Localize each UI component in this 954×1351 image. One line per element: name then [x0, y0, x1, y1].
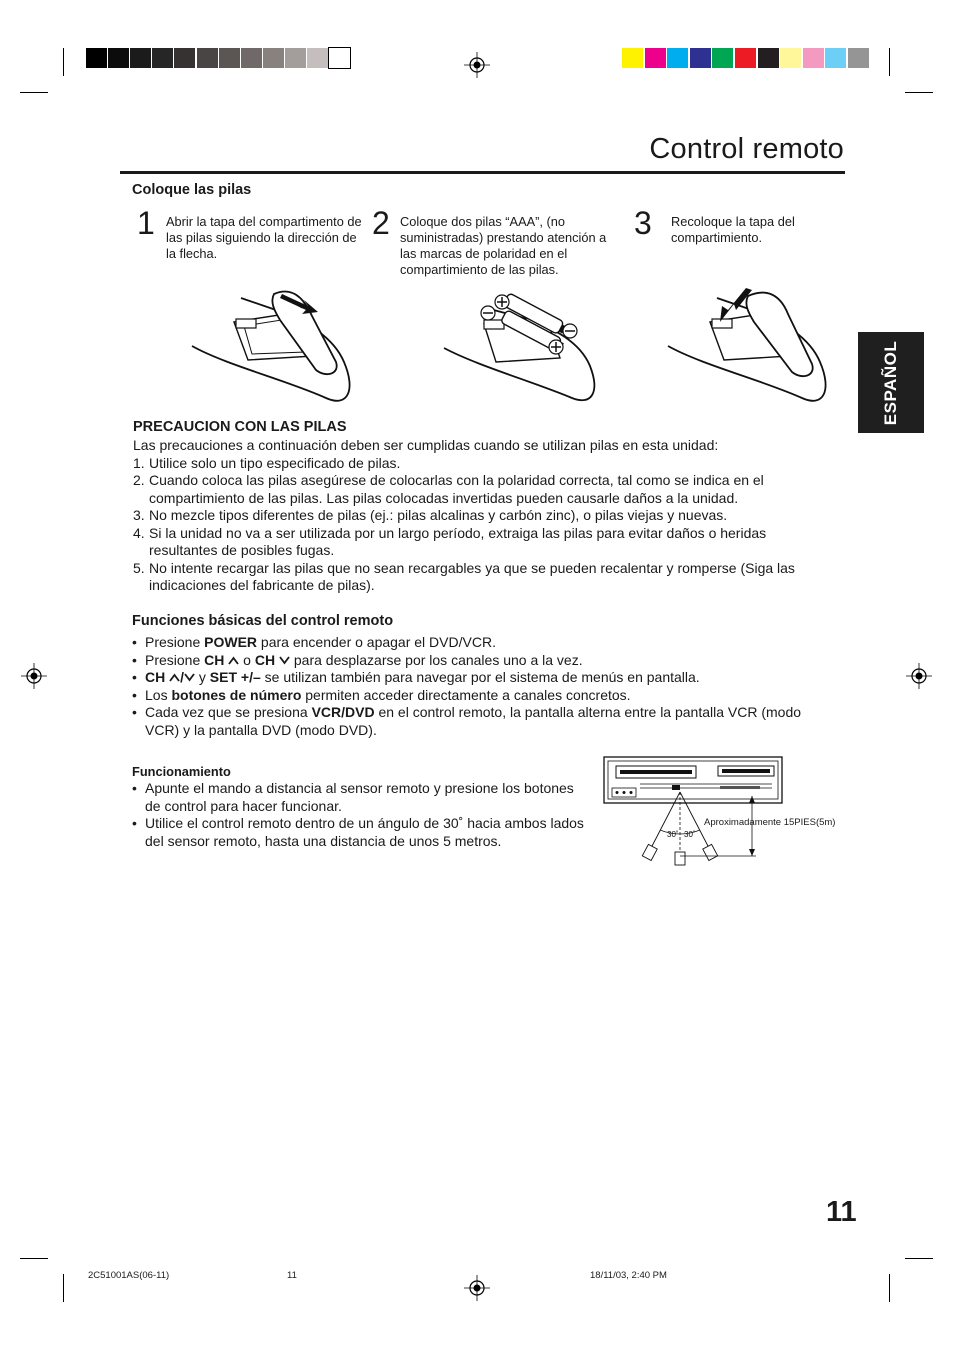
registration-target-icon	[464, 1275, 490, 1301]
step-1-number: 1	[137, 205, 155, 241]
list-item: • Presione POWER para encender o apagar el DVD/VCR.	[132, 634, 832, 652]
list-item: 5. No intente recargar las pilas que no sean recargables ya que se pueden recalentar y romperse (Siga las indicaciones del fabricante de pilas).	[133, 559, 795, 593]
precautions-list	[133, 455, 823, 595]
page-number: 11	[826, 1196, 857, 1228]
title-rule	[120, 171, 845, 174]
remote-insert-batteries-illustration	[438, 290, 603, 408]
calibration-swatch	[329, 48, 350, 68]
calibration-swatch	[307, 48, 328, 68]
remote-range-diagram	[600, 752, 850, 867]
chevron-down-icon	[184, 673, 195, 682]
calibration-swatch	[263, 48, 284, 68]
page-title: Control remoto	[649, 133, 844, 165]
step-3-text: Recoloque la tapa del compartimiento.	[671, 214, 795, 245]
list-item: 4. Si la unidad no va a ser utilizada por un largo período, extraiga las pilas para evitar daños o heridas resultantes de posibles fugas.	[133, 524, 767, 558]
calibration-swatch	[690, 48, 711, 68]
calibration-swatch	[152, 48, 173, 68]
angle-left-label: 30˚	[667, 830, 679, 839]
operation-list	[132, 780, 592, 850]
calibration-swatch	[108, 48, 129, 68]
registration-target-icon	[906, 663, 932, 689]
language-tab-label: ESPAÑOL	[881, 340, 900, 425]
angle-right-label: 30˚	[684, 830, 696, 839]
calibration-swatch	[86, 48, 107, 68]
calibration-swatch	[712, 48, 733, 68]
calibration-swatch	[285, 48, 306, 68]
calibration-swatch	[803, 48, 824, 68]
step-2-text: Coloque dos pilas “AAA”, (no suministradas) prestando atención a las marcas de polaridad en el compartimiento de las pilas.	[400, 214, 607, 277]
precautions-heading: PRECAUCION CON LAS PILAS	[133, 419, 347, 435]
list-item: • Presione CH o CH para desplazarse por los canales uno a la vez.	[132, 652, 832, 670]
list-item: • Los botones de número permiten acceder directamente a canales concretos.	[132, 687, 832, 705]
precautions-intro: Las precauciones a continuación deben ser cumplidas cuando se utilizan pilas en esta unidad:	[133, 437, 719, 453]
list-item: 1. Utilice solo un tipo especificado de pilas.	[133, 454, 401, 471]
calibration-swatch	[622, 48, 643, 68]
list-item: • Utilice el control remoto dentro de un ángulo de 30˚ hacia ambos lados del sensor remoto, hasta una distancia de unos 5 metros.	[132, 815, 592, 850]
remote-close-cover-illustration	[662, 280, 832, 405]
registration-target-icon	[464, 52, 490, 78]
footer-date: 18/11/03, 2:40 PM	[590, 1270, 667, 1281]
step-2-number: 2	[372, 205, 390, 241]
list-item: • Cada vez que se presiona VCR/DVD en el control remoto, la pantalla alterna entre la pantalla VCR (modo VCR) y la pantalla DVD (modo DVD).	[132, 704, 832, 739]
calibration-swatch	[241, 48, 262, 68]
functions-block	[132, 634, 832, 739]
footer-code: 2C51001AS(06-11)	[88, 1270, 170, 1281]
remote-open-cover-illustration	[186, 280, 356, 405]
calibration-swatch	[197, 48, 218, 68]
calibration-swatch	[219, 48, 240, 68]
distance-label: Aproximadamente 15PIES(5m)	[704, 817, 836, 828]
registration-target-icon	[21, 663, 47, 689]
batteries-heading: Coloque las pilas	[132, 182, 252, 198]
language-tab	[858, 332, 924, 433]
calibration-swatch	[130, 48, 151, 68]
list-item: 3. No mezcle tipos diferentes de pilas (ej.: pilas alcalinas y carbón zinc), o pilas viejas y nuevas.	[133, 507, 728, 523]
calibration-swatch	[825, 48, 846, 68]
step-1-text: Abrir la tapa del compartimento de las pilas siguiendo la dirección de la flecha.	[166, 214, 362, 261]
functions-heading: Funciones básicas del control remoto	[132, 613, 394, 629]
operation-block	[132, 780, 592, 850]
functions-list	[132, 634, 832, 739]
list-item: 2. Cuando coloca las pilas asegúrese de colocarlas con la polaridad correcta, tal como se indica en el compartimiento de las pilas. Las pilas colocadas invertidas pueden causarle daños a la unidad.	[133, 472, 764, 506]
calibration-swatch	[645, 48, 666, 68]
calibration-swatch	[780, 48, 801, 68]
calibration-swatch	[174, 48, 195, 68]
calibration-swatch	[667, 48, 688, 68]
footer-page: 11	[287, 1270, 297, 1281]
chevron-up-icon	[169, 673, 180, 682]
operation-heading: Funcionamiento	[132, 764, 231, 779]
chevron-up-icon	[228, 656, 239, 665]
chevron-down-icon	[279, 656, 290, 665]
precautions-block	[133, 437, 823, 595]
calibration-swatch	[758, 48, 779, 68]
step-3-number: 3	[634, 205, 652, 241]
list-item: • Apunte el mando a distancia al sensor remoto y presione los botones de control para hacer funcionar.	[132, 780, 592, 815]
list-item: • CH / y SET +/– se utilizan también para navegar por el sistema de menús en pantalla.	[132, 669, 832, 687]
calibration-swatch	[848, 48, 869, 68]
calibration-swatch	[735, 48, 756, 68]
